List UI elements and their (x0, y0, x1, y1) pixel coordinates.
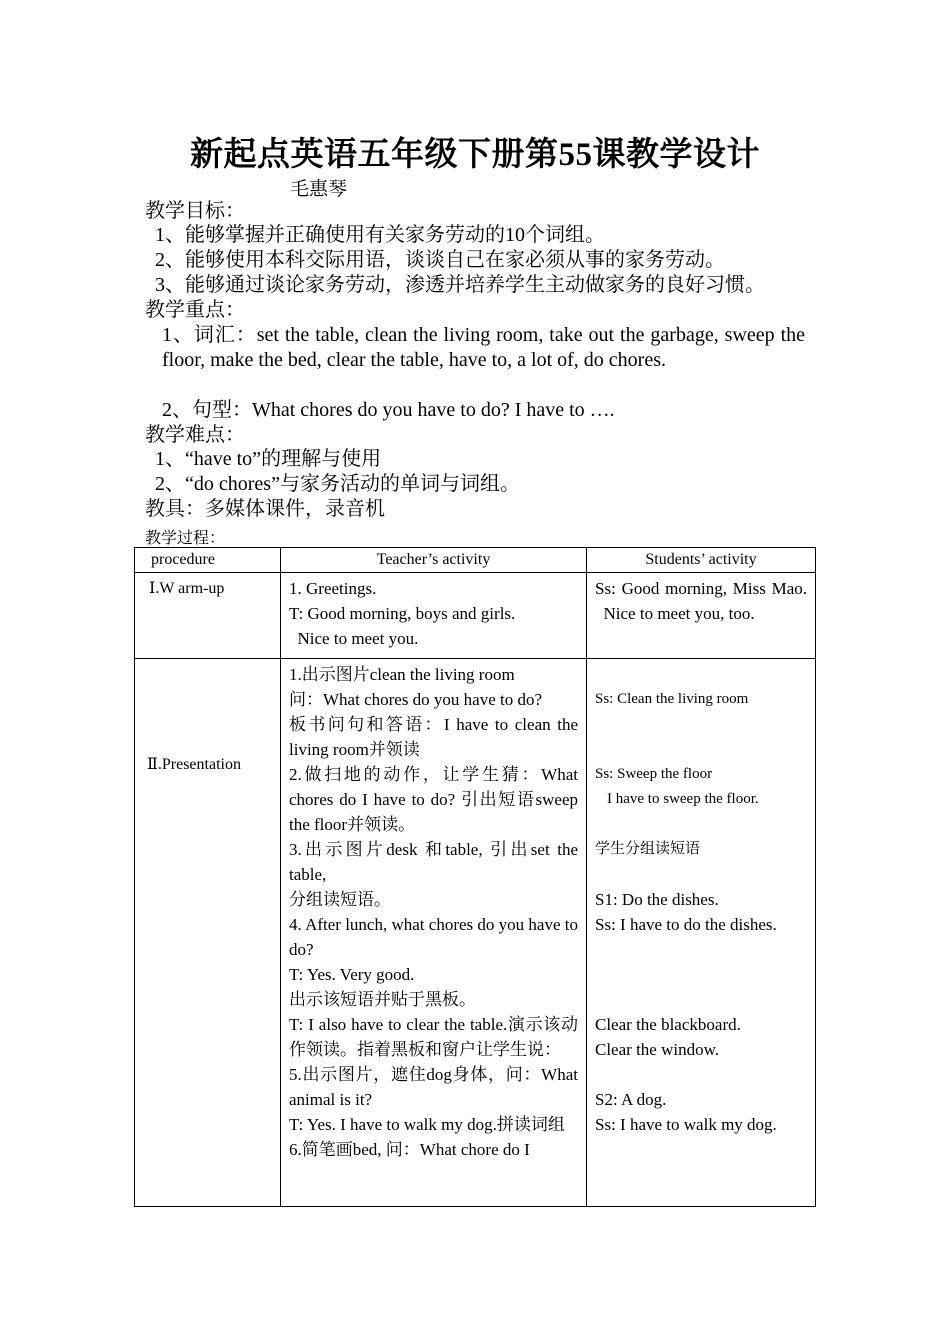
teacher-line: 问：What chores do you have to do? (289, 690, 543, 709)
teacher-line: T: Yes. I have to walk my dog.拼读词组 (289, 1115, 565, 1134)
key-sentence: 2、句型：What chores do you have to do? I have to …. (162, 399, 615, 421)
objective-item: 2、能够使用本科交际用语，谈谈自己在家必须从事的家务劳动。 (155, 249, 725, 271)
teacher-line: T: Good morning, boys and girls. (289, 604, 516, 623)
students-line: I have to sweep the floor. (607, 791, 759, 807)
teaching-tools: 教具：多媒体课件，录音机 (145, 498, 385, 520)
students-cell (587, 573, 816, 659)
students-line: Ss: Clean the living room (595, 691, 749, 707)
students-line: Ss: I have to walk my dog. (595, 1115, 777, 1134)
students-cell (587, 659, 816, 1207)
author-name: 毛惠琴 (290, 179, 348, 200)
students-line: Ss: Good morning, Miss Mao. (595, 579, 807, 598)
teacher-line: 分组读短语。 (289, 890, 391, 909)
teacher-line: 出示该短语并贴于黑板。 (289, 990, 476, 1009)
students-line: Clear the blackboard. (595, 1015, 741, 1034)
header-students: Students’ activity (587, 548, 816, 573)
page-title: 新起点英语五年级下册第55课教学设计 (190, 137, 760, 173)
header-procedure: procedure (135, 548, 281, 573)
header-teacher: Teacher’s activity (281, 548, 587, 573)
procedure-cell: Ⅰ.W arm-up (135, 573, 281, 659)
difficulty-item: 2、“do chores”与家务活动的单词与词组。 (155, 473, 520, 495)
teacher-line: 4. After lunch, what chores do you have to do? (289, 915, 578, 959)
objective-item: 3、能够通过谈论家务劳动，渗透并培养学生主动做家务的良好习惯。 (155, 274, 765, 296)
teacher-line: 5.出示图片，遮住dog身体，问：What animal is it? (289, 1065, 578, 1109)
teacher-cell (281, 573, 587, 659)
teacher-line: 1. Greetings. (289, 579, 377, 598)
students-line: Ss: I have to do the dishes. (595, 915, 777, 934)
key-points-heading: 教学重点： (145, 299, 245, 321)
procedure-table (134, 547, 816, 1207)
teacher-line: T: Yes. Very good. (289, 965, 415, 984)
students-line: S1: Do the dishes. (595, 890, 719, 909)
objectives-heading: 教学目标： (145, 200, 245, 222)
students-line: 学生分组读短语 (595, 841, 701, 857)
key-vocab: 1、词汇：set the table, clean the living room, take out the garbage, sweep the floor, make the bed, clear the table, have to, a lot of, do chores. (162, 324, 805, 371)
students-line: S2: A dog. (595, 1090, 667, 1109)
difficulties-heading: 教学难点： (145, 424, 245, 446)
objective-item: 1、能够掌握并正确使用有关家务劳动的10个词组。 (155, 224, 605, 246)
process-heading: 教学过程： (145, 530, 226, 547)
teacher-line: T: I also have to clear the table.演示该动作领读。指着黑板和窗户让学生说： (289, 1015, 578, 1059)
teacher-line: 6.简笔画bed, 问：What chore do I (289, 1140, 530, 1159)
teacher-line: 2.做扫地的动作，让学生猜：What chores do I have to do? 引出短语sweep the floor并领读。 (289, 765, 578, 834)
teacher-line: 3.出示图片desk 和table, 引出set the table, (289, 840, 578, 884)
procedure-cell: Ⅱ.Presentation (135, 659, 281, 1207)
teacher-line: Nice to meet you. (289, 629, 419, 648)
students-line: Nice to meet you, too. (595, 604, 755, 623)
teacher-cell (281, 659, 587, 1207)
table-row (135, 659, 816, 1207)
difficulty-item: 1、“have to”的理解与使用 (155, 448, 382, 470)
table-row (135, 573, 816, 659)
students-line: Ss: Sweep the floor (595, 766, 713, 782)
teacher-line: 板书问句和答语：I have to clean the living room并领读 (289, 715, 578, 759)
students-line: Clear the window. (595, 1040, 720, 1059)
table-header-row (135, 548, 816, 573)
teacher-line: 1.出示图片clean the living room (289, 665, 515, 684)
